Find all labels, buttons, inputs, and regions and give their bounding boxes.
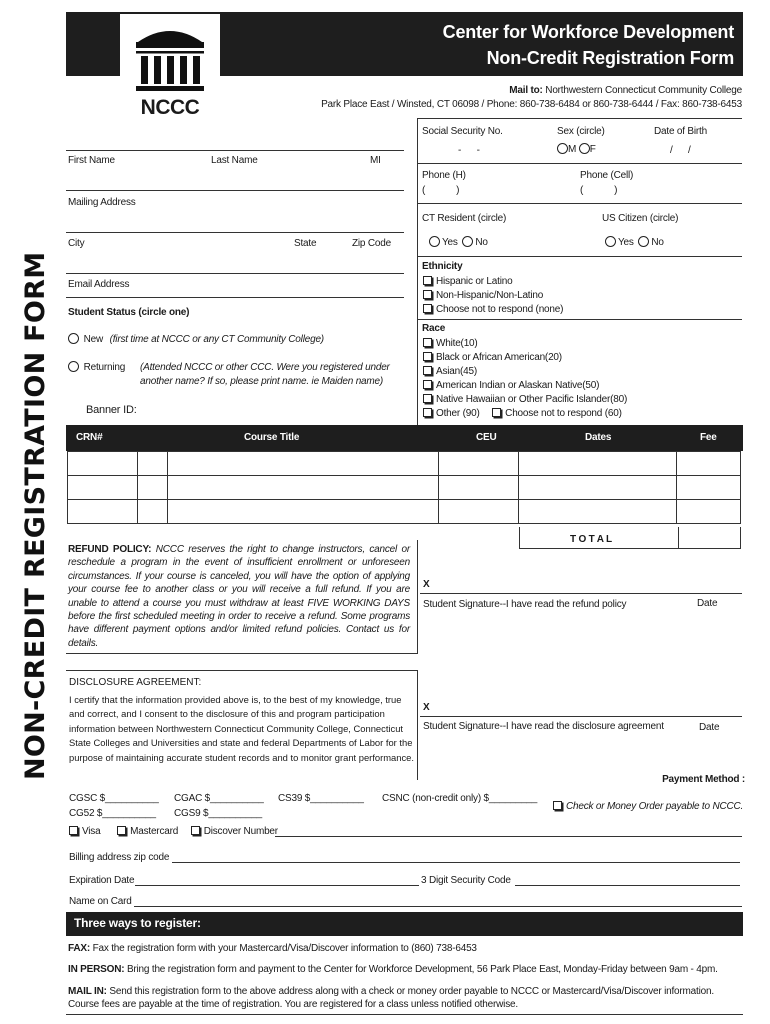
discover-number-line[interactable] — [275, 836, 742, 837]
csnc-field[interactable]: CSNC (non-credit only) $_________ — [382, 793, 538, 804]
name-on-card-line[interactable] — [134, 906, 742, 907]
mailing-address-label: Mailing Address — [68, 197, 136, 208]
name-line — [66, 150, 404, 151]
checkbox[interactable] — [423, 276, 432, 285]
checkbox[interactable] — [553, 801, 562, 810]
us-citizen-options[interactable] — [605, 236, 664, 248]
address-field-line[interactable] — [66, 190, 404, 191]
disclosure-title: DISCLOSURE AGREEMENT: — [69, 677, 202, 688]
header-title-1: Center for Workforce Development — [442, 22, 734, 42]
ethnicity-label: Non-Hispanic/Non-Latino — [436, 290, 544, 301]
race-label: Native Hawaiian or Other Pacific Islander(80) — [436, 394, 628, 405]
course-title-cell[interactable] — [167, 500, 439, 524]
register-bar — [66, 912, 743, 936]
returning-note-1: (Attended NCCC or other CCC. Were you registered under — [140, 362, 390, 373]
disclosure-signature-line[interactable] — [420, 716, 742, 717]
checkbox[interactable] — [423, 290, 432, 299]
cell[interactable] — [137, 500, 167, 524]
mail-to-value: Northwestern Connecticut Community College — [545, 85, 742, 96]
ssn-label: Social Security No. — [422, 126, 503, 137]
checkbox[interactable] — [492, 408, 501, 417]
dates-cell[interactable] — [519, 452, 677, 476]
course-table — [67, 451, 741, 524]
security-line[interactable] — [515, 885, 740, 886]
in-person-line — [68, 964, 718, 975]
name-on-card-label: Name on Card — [69, 896, 132, 907]
phone-h-label: Phone (H) — [422, 170, 466, 181]
right-col-divider — [417, 118, 418, 425]
new-note: (first time at NCCC or any CT Community College) — [109, 334, 324, 345]
right-top-line — [417, 118, 742, 119]
us-no-label: No — [651, 237, 664, 248]
ct-no-label: No — [475, 237, 488, 248]
race-item[interactable] — [423, 337, 627, 351]
sex-m-label: M — [568, 144, 577, 155]
race-item[interactable] — [423, 407, 627, 421]
payment-method-label: Payment Method : — [662, 774, 745, 785]
mail-in-label: MAIL IN: — [68, 986, 107, 997]
mail-to-line — [509, 85, 742, 96]
fee-cell[interactable] — [677, 500, 741, 524]
phone-cell-label: Phone (Cell) — [580, 170, 634, 181]
fax-line — [68, 943, 477, 954]
header-course-title: Course Title — [244, 432, 300, 443]
checkbox[interactable] — [423, 304, 432, 313]
ethnicity-label: Hispanic or Latino — [436, 276, 513, 287]
ssn-dashes: - - — [458, 145, 480, 156]
ethnicity-item[interactable] — [423, 275, 563, 289]
refund-label: REFUND POLICY: — [68, 544, 152, 555]
mastercard-checkbox[interactable] — [117, 826, 126, 835]
dates-cell[interactable] — [519, 500, 677, 524]
fax-label: FAX: — [68, 943, 90, 954]
visa-label: Visa — [82, 826, 101, 837]
us-yes-label: Yes — [618, 237, 634, 248]
race-title: Race — [422, 323, 446, 334]
address-line: Park Place East / Winsted, CT 06098 / Phone: 860-738-6484 or 860-738-6444 / Fax: 860-738-6453 — [321, 99, 742, 110]
building-icon — [120, 14, 220, 94]
email-line[interactable] — [66, 273, 404, 274]
header-fee: Fee — [700, 432, 717, 443]
new-radio[interactable] — [68, 333, 79, 344]
cgsc-field[interactable]: CGSC $__________ — [69, 793, 159, 804]
ethnicity-item[interactable] — [423, 289, 563, 303]
ct-resident-label: CT Resident (circle) — [422, 213, 507, 224]
security-label: 3 Digit Security Code — [421, 875, 511, 886]
cell[interactable] — [137, 452, 167, 476]
ethnicity-item[interactable] — [423, 303, 563, 317]
discover-label: Discover Number — [203, 826, 278, 837]
refund-policy — [68, 543, 410, 650]
cgs9-field[interactable]: CGS9 $__________ — [174, 808, 262, 819]
total-fee-cell[interactable] — [678, 527, 741, 549]
fax-text: Fax the registration form with your Mastercard/Visa/Discover information to (860) 738-6453 — [92, 943, 477, 954]
zip-label: Zip Code — [352, 238, 391, 249]
fee-cell[interactable] — [677, 476, 741, 500]
course-title-cell[interactable] — [167, 476, 439, 500]
state-label: State — [294, 238, 317, 249]
in-person-text: Bring the registration form and payment to the Center for Workforce Development, 56 Park Place East, Monday-Friday between 9am - 4pm. — [126, 964, 718, 975]
city-line[interactable] — [66, 232, 404, 233]
check-option[interactable] — [553, 801, 743, 812]
crn-cell[interactable] — [68, 476, 138, 500]
race-list — [423, 337, 627, 421]
table-row — [68, 452, 741, 476]
checkbox[interactable] — [423, 338, 432, 347]
checkbox[interactable] — [423, 380, 432, 389]
refund-text: NCCC reserves the right to change instructors, cancel or reschedule a program in the event of insufficient enrollment or unforeseen circumstances. If your course is canceled, you will have the option of applying your course fee to another class or you will receive a full refund. If you are unable to attend a course you must withdraw at least FIVE WORKING DAYS before the first scheduled meeting in order to receive a refund. Some programs have different payment options and/or limited refund policies. Contact us for details. — [68, 544, 410, 649]
ethnicity-label: Choose not to respond (none) — [436, 304, 564, 315]
course-table-header — [66, 425, 743, 451]
checkbox[interactable] — [423, 394, 432, 403]
refund-signature-line[interactable] — [420, 593, 742, 594]
returning-note-2: another name? If so, please print name. ie Maiden name) — [140, 376, 384, 387]
ct-no-radio[interactable] — [462, 236, 473, 247]
status-returning-option[interactable] — [68, 361, 125, 373]
discover-checkbox[interactable] — [191, 826, 200, 835]
checkbox[interactable] — [423, 352, 432, 361]
sex-f-label: F — [589, 144, 596, 155]
table-row — [68, 500, 741, 524]
header-dates: Dates — [585, 432, 612, 443]
cgac-field[interactable]: CGAC $__________ — [174, 793, 264, 804]
race-item[interactable] — [423, 393, 627, 407]
logo — [120, 14, 220, 119]
header-crn: CRN# — [76, 432, 103, 443]
us-citizen-label: US Citizen (circle) — [602, 213, 679, 224]
mail-in-text: Send this registration form to the above address along with a check or money order payable to NCCC or Mastercard/Visa/Discover information. — [109, 986, 714, 997]
sex-m-radio[interactable] — [557, 143, 568, 154]
race-item[interactable] — [423, 351, 627, 365]
ceu-cell[interactable] — [439, 500, 519, 524]
header-ceu: CEU — [476, 432, 497, 443]
race-item[interactable] — [423, 365, 627, 379]
total-label: T O T A L — [570, 534, 612, 545]
sex-f-radio[interactable] — [579, 143, 590, 154]
fees-note: Course fees are payable at the time of registration. You are registered for a class unless notified otherwise. — [68, 999, 518, 1010]
city-label: City — [68, 238, 85, 249]
first-name-label: First Name — [68, 155, 115, 166]
dates-cell[interactable] — [519, 476, 677, 500]
cs39-field[interactable]: CS39 $__________ — [278, 793, 364, 804]
billing-zip-label: Billing address zip code — [69, 852, 170, 863]
race-item[interactable] — [423, 379, 627, 393]
disclosure-signature-label: Student Signature--I have read the disclosure agreement — [423, 721, 664, 732]
mail-to-label: Mail to: — [509, 85, 543, 96]
race-label: White(10) — [436, 338, 478, 349]
phone-h-paren[interactable]: ( ) — [422, 185, 460, 196]
banner-id-label: Banner ID: — [86, 404, 137, 416]
crn-cell[interactable] — [68, 500, 138, 524]
cg52-field[interactable]: CG52 $__________ — [69, 808, 156, 819]
expiration-line[interactable] — [135, 885, 419, 886]
race-top-line — [417, 319, 742, 320]
checkbox[interactable] — [423, 408, 432, 417]
table-row — [68, 476, 741, 500]
side-title: NON-CREDIT REGISTRATION FORM — [20, 251, 51, 780]
checkbox[interactable] — [423, 366, 432, 375]
sex-label: Sex (circle) — [557, 126, 605, 137]
disclosure-date-label: Date — [699, 722, 720, 733]
ct-yes-label: Yes — [442, 237, 458, 248]
in-person-label: IN PERSON: — [68, 964, 125, 975]
sex-options[interactable] — [557, 143, 596, 155]
last-name-label: Last Name — [211, 155, 258, 166]
email-label: Email Address — [68, 279, 130, 290]
mastercard-label: Mastercard — [130, 826, 179, 837]
course-title-cell[interactable] — [167, 452, 439, 476]
us-no-radio[interactable] — [638, 236, 649, 247]
refund-date-label: Date — [697, 598, 718, 609]
phone-top-line — [417, 163, 742, 164]
logo-text: NCCC — [140, 96, 200, 119]
refund-x: X — [423, 579, 430, 590]
race-label: Other (90) — [436, 408, 480, 419]
dob-label: Date of Birth — [654, 126, 707, 137]
header-title-2: Non-Credit Registration Form — [486, 48, 734, 68]
expiration-label: Expiration Date — [69, 875, 135, 886]
race-label: American Indian or Alaskan Native(50) — [436, 380, 600, 391]
ct-resident-options[interactable] — [429, 236, 488, 248]
billing-zip-line[interactable] — [172, 862, 740, 863]
check-option-label: Check or Money Order payable to NCCC. — [566, 801, 744, 812]
dob-slashes: / / — [670, 145, 691, 156]
refund-signature-label: Student Signature--I have read the refund policy — [423, 599, 627, 610]
resident-top-line — [417, 203, 742, 204]
visa-checkbox[interactable] — [69, 826, 78, 835]
phone-cell-paren[interactable]: ( ) — [580, 185, 618, 196]
student-status-label: Student Status (circle one) — [68, 307, 190, 318]
ceu-cell[interactable] — [439, 476, 519, 500]
ethnicity-top-line — [417, 256, 742, 257]
returning-radio[interactable] — [68, 361, 79, 372]
race-label: Black or African American(20) — [436, 352, 562, 363]
cell[interactable] — [137, 476, 167, 500]
card-type-row — [69, 826, 278, 837]
ceu-cell[interactable] — [439, 452, 519, 476]
disclosure-text: I certify that the information provided above is, to the best of my knowledge, true and correct, and I consent to the disclosure of this and program participation information between Northwestern Connecticut Community College, Connecticut State Colleges and Universities and state and federal Departments of Labor for the purpose of maintaining accurate student records and to monitor grant performance. — [69, 694, 414, 763]
status-new-option[interactable] — [68, 333, 324, 345]
ct-yes-radio[interactable] — [429, 236, 440, 247]
ethnicity-title: Ethnicity — [422, 261, 463, 272]
fee-cell[interactable] — [677, 452, 741, 476]
status-line — [66, 297, 404, 298]
register-title: Three ways to register: — [74, 916, 201, 930]
crn-cell[interactable] — [68, 452, 138, 476]
race-label: Choose not to respond (60) — [505, 408, 622, 419]
mail-in-line — [68, 986, 714, 997]
bottom-line — [66, 1014, 743, 1015]
race-label: Asian(45) — [436, 366, 477, 377]
ethnicity-list — [423, 275, 563, 317]
us-yes-radio[interactable] — [605, 236, 616, 247]
returning-label: Returning — [83, 362, 126, 373]
new-label: New — [83, 334, 103, 345]
mi-label: MI — [370, 155, 381, 166]
disclosure-x: X — [423, 702, 430, 713]
